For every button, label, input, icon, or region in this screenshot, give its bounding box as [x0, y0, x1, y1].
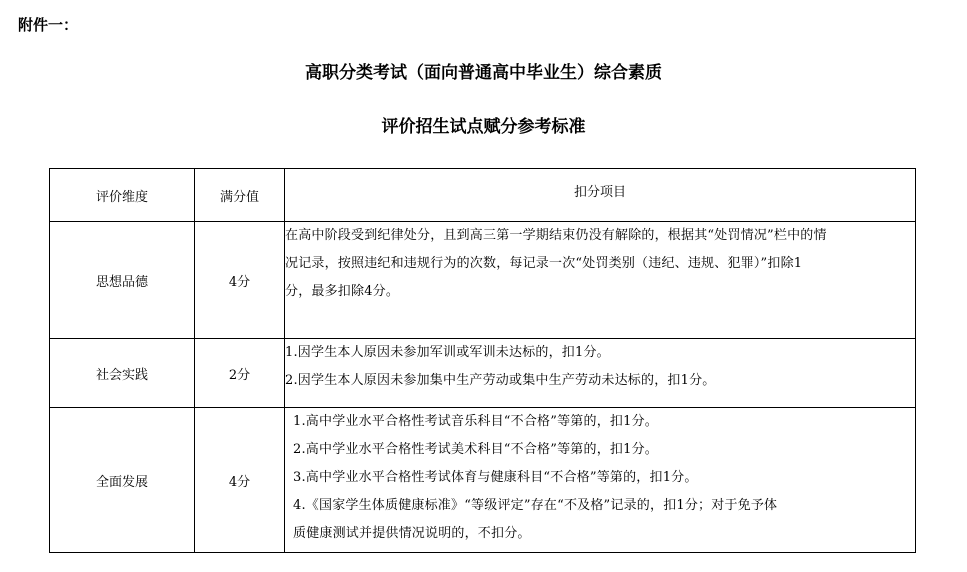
- dimension-cell: 思想品德: [50, 222, 195, 339]
- deduction-line: 况记录，按照违纪和违规行为的次数，每记录一次“处罚类别（违纪、违规、犯罪）”扣除1: [285, 256, 803, 271]
- full-score-cell: 4分: [195, 222, 285, 339]
- deduction-line: 2.高中学业水平合格性考试美术科目“不合格”等第的，扣1分。: [293, 442, 658, 457]
- table-row: [50, 408, 916, 553]
- deduction-line: 在高中阶段受到纪律处分，且到高三第一学期结束仍没有解除的，根据其“处罚情况”栏中的情: [285, 228, 827, 243]
- deduction-line: 分，最多扣除4分。: [285, 284, 400, 299]
- table-row: [50, 339, 916, 408]
- dimension-cell: 全面发展: [50, 408, 195, 553]
- full-score-cell: 2分: [195, 339, 285, 408]
- table-row: [50, 222, 916, 339]
- document-title-line1: 高职分类考试（面向普通高中毕业生）综合素质: [305, 63, 662, 83]
- scoring-standard-table: [49, 168, 916, 553]
- dimension-cell: 社会实践: [50, 339, 195, 408]
- deduction-line: 4.《国家学生体质健康标准》“等级评定”存在“不及格”记录的，扣1分；对于免予体: [293, 498, 778, 513]
- deduction-cell: [285, 339, 916, 408]
- header-deduction-items: 扣分项目: [285, 169, 916, 222]
- deduction-cell: [285, 222, 916, 339]
- header-full-score: 满分值: [195, 169, 285, 222]
- deduction-line: 1.因学生本人原因未参加军训或军训未达标的，扣1分。: [285, 345, 610, 360]
- deduction-line: 2.因学生本人原因未参加集中生产劳动或集中生产劳动未达标的，扣1分。: [285, 373, 716, 388]
- deduction-cell: [285, 408, 916, 553]
- deduction-line: 质健康测试并提供情况说明的，不扣分。: [293, 526, 531, 541]
- document-title-line2: 评价招生试点赋分参考标准: [381, 117, 586, 137]
- table-header-row: [50, 169, 916, 222]
- full-score-cell: 4分: [195, 408, 285, 553]
- deduction-line: 3.高中学业水平合格性考试体育与健康科目“不合格”等第的，扣1分。: [293, 470, 698, 485]
- deduction-line: 1.高中学业水平合格性考试音乐科目“不合格”等第的，扣1分。: [293, 414, 658, 429]
- header-dimension: 评价维度: [50, 169, 195, 222]
- attachment-label: 附件一：: [18, 16, 79, 34]
